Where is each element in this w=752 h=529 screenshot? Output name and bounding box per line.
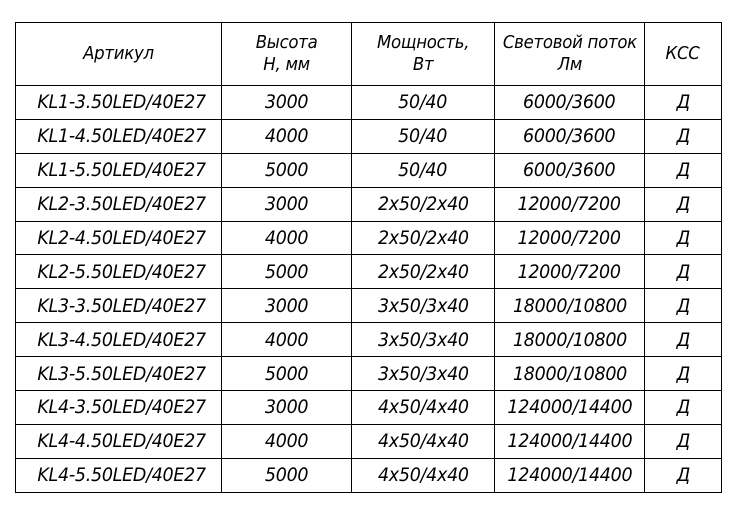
cell-height	[222, 187, 352, 221]
table-body	[16, 86, 722, 493]
cell-power-text: 4x50/4x40	[377, 396, 469, 419]
cell-article-text: KL1-5.50LED/40E27	[37, 159, 206, 182]
cell-height	[222, 153, 352, 187]
cell-luminous-flux	[495, 153, 645, 187]
cell-luminous-flux	[495, 255, 645, 289]
cell-height-text: 3000	[264, 193, 309, 216]
table-row	[16, 86, 722, 120]
cell-luminous-flux-text: 124000/14400	[507, 396, 632, 419]
cell-height	[222, 458, 352, 492]
cell-kss	[645, 255, 722, 289]
cell-kss-text: Д	[676, 91, 690, 114]
cell-article-text: KL1-3.50LED/40E27	[37, 91, 206, 114]
table-row	[16, 424, 722, 458]
cell-kss-text: Д	[676, 464, 690, 487]
cell-power	[352, 323, 495, 357]
header-power-line-2: Вт	[412, 54, 434, 75]
cell-article	[16, 255, 222, 289]
cell-article-text: KL1-4.50LED/40E27	[37, 125, 206, 148]
header-height-line-1: Высота	[255, 32, 318, 53]
cell-height	[222, 86, 352, 120]
cell-article-text: KL2-5.50LED/40E27	[37, 260, 206, 283]
cell-power-text: 50/40	[398, 159, 448, 182]
cell-height-text: 4000	[264, 227, 309, 249]
cell-article	[16, 221, 222, 255]
cell-power	[352, 424, 495, 458]
cell-height-text: 4000	[264, 328, 309, 351]
cell-height-text: 3000	[264, 294, 309, 317]
cell-kss	[645, 289, 722, 323]
header-power-line-1: Мощность,	[376, 32, 470, 53]
cell-luminous-flux-text: 6000/3600	[523, 125, 616, 148]
cell-kss-text: Д	[676, 193, 690, 216]
cell-article-text: KL4-3.50LED/40E27	[37, 396, 206, 419]
table-row	[16, 289, 722, 323]
table-row	[16, 323, 722, 357]
cell-height	[222, 357, 352, 391]
cell-luminous-flux	[495, 458, 645, 492]
header-kss	[645, 23, 722, 86]
cell-article-text: KL2-3.50LED/40E27	[37, 193, 206, 216]
header-article-line-1: Артикул	[83, 43, 154, 64]
cell-height	[222, 289, 352, 323]
cell-article	[16, 323, 222, 357]
table-row	[16, 221, 722, 255]
cell-power-text: 4x50/4x40	[377, 430, 469, 453]
cell-luminous-flux-text: 124000/14400	[507, 430, 632, 453]
cell-luminous-flux-text: 12000/7200	[517, 260, 622, 283]
cell-kss	[645, 323, 722, 357]
header-height	[222, 23, 352, 86]
cell-kss-text: Д	[676, 294, 690, 317]
header-power	[352, 23, 495, 86]
cell-luminous-flux-text: 18000/10800	[512, 328, 627, 351]
cell-luminous-flux-text: 18000/10800	[512, 294, 627, 317]
cell-power-text: 3x50/3x40	[377, 328, 469, 351]
cell-article	[16, 86, 222, 120]
cell-height	[222, 424, 352, 458]
cell-luminous-flux-text: 18000/10800	[512, 362, 627, 385]
header-height-line-2: Н, мм	[263, 54, 310, 75]
cell-article	[16, 289, 222, 323]
table-row	[16, 391, 722, 425]
cell-power-text: 3x50/3x40	[377, 362, 469, 385]
cell-article	[16, 187, 222, 221]
cell-article	[16, 458, 222, 492]
cell-height	[222, 255, 352, 289]
cell-luminous-flux	[495, 391, 645, 425]
cell-power-text: 50/40	[398, 91, 448, 114]
cell-power-text: 2x50/2x40	[377, 193, 469, 216]
table-row	[16, 153, 722, 187]
cell-power-text: 2x50/2x40	[377, 227, 469, 249]
cell-kss-text: Д	[676, 125, 690, 148]
cell-kss	[645, 424, 722, 458]
cell-kss	[645, 391, 722, 425]
table-row	[16, 187, 722, 221]
cell-luminous-flux	[495, 289, 645, 323]
cell-kss-text: Д	[676, 396, 690, 419]
table-row	[16, 458, 722, 492]
cell-article	[16, 357, 222, 391]
cell-power	[352, 119, 495, 153]
cell-kss-text: Д	[676, 328, 690, 351]
cell-luminous-flux	[495, 221, 645, 255]
table-row	[16, 119, 722, 153]
cell-article	[16, 153, 222, 187]
cell-power-text: 4x50/4x40	[377, 464, 469, 487]
cell-luminous-flux-text: 12000/7200	[517, 193, 622, 216]
cell-kss-text: Д	[676, 227, 690, 249]
header-luminous-flux	[495, 23, 645, 86]
cell-article	[16, 119, 222, 153]
cell-power	[352, 255, 495, 289]
cell-article-text: KL4-5.50LED/40E27	[37, 464, 206, 487]
cell-power	[352, 289, 495, 323]
table-row	[16, 255, 722, 289]
cell-height	[222, 119, 352, 153]
cell-luminous-flux-text: 6000/3600	[523, 159, 616, 182]
cell-height-text: 5000	[264, 159, 309, 182]
cell-luminous-flux	[495, 357, 645, 391]
cell-luminous-flux-text: 124000/14400	[507, 464, 632, 487]
cell-luminous-flux	[495, 323, 645, 357]
header-kss-line-1: КСС	[665, 43, 701, 64]
cell-height-text: 5000	[264, 362, 309, 385]
cell-kss-text: Д	[676, 159, 690, 182]
cell-power-text: 3x50/3x40	[377, 294, 469, 317]
table-header	[16, 23, 722, 86]
cell-kss-text: Д	[676, 260, 690, 283]
cell-kss	[645, 458, 722, 492]
cell-height	[222, 323, 352, 357]
cell-power-text: 2x50/2x40	[377, 260, 469, 283]
cell-height-text: 4000	[264, 430, 309, 453]
cell-article-text: KL2-4.50LED/40E27	[37, 227, 206, 249]
cell-height	[222, 391, 352, 425]
cell-article	[16, 391, 222, 425]
cell-luminous-flux	[495, 86, 645, 120]
cell-power	[352, 187, 495, 221]
cell-power-text: 50/40	[398, 125, 448, 148]
cell-height-text: 3000	[264, 396, 309, 419]
cell-luminous-flux	[495, 424, 645, 458]
cell-luminous-flux-text: 6000/3600	[523, 91, 616, 114]
cell-article-text: KL3-3.50LED/40E27	[37, 294, 206, 317]
header-flux-line-1: Световой поток	[502, 32, 637, 53]
cell-height	[222, 221, 352, 255]
cell-height-text: 5000	[264, 260, 309, 283]
cell-article-text: KL3-4.50LED/40E27	[37, 328, 206, 351]
cell-power	[352, 357, 495, 391]
cell-kss	[645, 119, 722, 153]
cell-kss	[645, 357, 722, 391]
header-article	[16, 23, 222, 86]
cell-luminous-flux-text: 12000/7200	[517, 227, 622, 249]
cell-kss-text: Д	[676, 362, 690, 385]
cell-article-text: KL4-4.50LED/40E27	[37, 430, 206, 453]
table-row	[16, 357, 722, 391]
header-flux-line-2: Лм	[557, 54, 582, 75]
spec-table	[15, 22, 722, 493]
cell-kss	[645, 221, 722, 255]
cell-height-text: 4000	[264, 125, 309, 148]
cell-height-text: 3000	[264, 91, 309, 114]
cell-kss	[645, 153, 722, 187]
cell-power	[352, 221, 495, 255]
cell-luminous-flux	[495, 187, 645, 221]
cell-article	[16, 424, 222, 458]
header-row	[16, 23, 722, 86]
cell-power	[352, 86, 495, 120]
cell-height-text: 5000	[264, 464, 309, 487]
cell-kss	[645, 187, 722, 221]
cell-power	[352, 458, 495, 492]
cell-power	[352, 153, 495, 187]
cell-kss	[645, 86, 722, 120]
cell-article-text: KL3-5.50LED/40E27	[37, 362, 206, 385]
cell-luminous-flux	[495, 119, 645, 153]
cell-kss-text: Д	[676, 430, 690, 453]
cell-power	[352, 391, 495, 425]
